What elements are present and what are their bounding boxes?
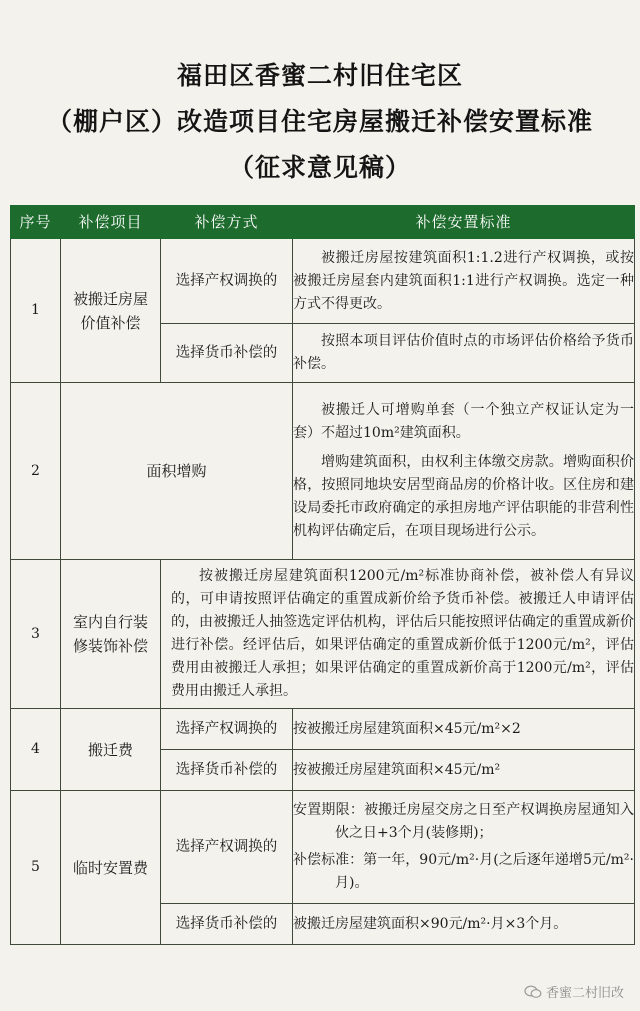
standard-paragraph: 被搬迁人可增购单套（一个独立产权证认定为一套）不超过10m²建筑面积。 [293,402,634,441]
standard-cell: 被搬迁房屋建筑面积×90元/m²·月×3个月。 [293,904,635,945]
table-header-row [11,206,635,239]
header-method: 补偿方式 [161,206,293,239]
watermark [524,982,624,1001]
standard-paragraph: 安置期限：被搬迁房屋交房之日至产权调换房屋通知入伙之日+3个月(装修期)； [293,802,634,841]
table-row [11,383,635,560]
title-line-2: （棚户区）改造项目住宅房屋搬迁补偿安置标准 [46,107,593,136]
method-cell: 选择货币补偿的 [161,324,293,383]
standard-cell: 被搬迁房屋按建筑面积1:1.2进行产权调换，或按被搬迁房屋套内建筑面积1:1进行产权调换。选定一种方式不得更改。 [293,239,635,324]
standard-cell [293,791,635,904]
standard-paragraph: 增购建筑面积，由权利主体缴交房款。增购面积价格，按照同地块安居型商品房的价格计收。区住房和建设局委托市政府确定的承担房地产评估职能的非营利性机构评估确定后，在项目现场进行公示。 [293,454,634,539]
method-cell: 选择产权调换的 [161,239,293,324]
table-row [11,239,635,324]
row-item: 面积增购 [61,383,293,560]
method-cell: 选择产权调换的 [161,709,293,750]
row-number: 5 [11,791,61,945]
header-seq: 序号 [11,206,61,239]
standard-cell: 按被搬迁房屋建筑面积×45元/m² [293,750,635,791]
row-item: 室内自行装修装饰补偿 [61,560,161,709]
row-number: 1 [11,239,61,383]
title-line-1: 福田区香蜜二村旧住宅区 [176,61,463,90]
standard-cell [293,383,635,560]
standard-cell: 按被搬迁房屋建筑面积1200元/m²标准协商补偿，被补偿人有异议的，可申请按照评估确定的重置成新价给予货币补偿。被搬迁人申请评估的，由被搬迁人抽签选定评估机构，评估后只能按照评估确定的重置成新价进行补偿。经评估后，如果评估确定的重置成新价低于1200元/m²，评估费用由被搬迁人承担；如果评估确定的重置成新价高于1200元/m²，评估费用由搬迁人承担。 [161,560,635,709]
header-standard: 补偿安置标准 [293,206,635,239]
row-item: 搬迁费 [61,709,161,791]
row-item: 被搬迁房屋价值补偿 [61,239,161,383]
standard-paragraph: 补偿标准：第一年，90元/m²·月(之后逐年递增5元/m²·月)。 [293,852,634,891]
row-number: 3 [11,560,61,709]
table-row [11,791,635,904]
table-row [11,709,635,750]
method-cell: 选择产权调换的 [161,791,293,904]
row-item: 临时安置费 [61,791,161,945]
standard-cell: 按照本项目评估价值时点的市场评估价格给予货币补偿。 [293,324,635,383]
header-item: 补偿项目 [61,206,161,239]
row-number: 4 [11,709,61,791]
title-line-3: （征求意见稿） [228,153,411,182]
row-number: 2 [11,383,61,560]
method-cell: 选择货币补偿的 [161,904,293,945]
method-cell: 选择货币补偿的 [161,750,293,791]
standard-cell: 按被搬迁房屋建筑面积×45元/m²×2 [293,709,635,750]
wechat-icon [524,985,542,999]
compensation-table [10,205,635,945]
watermark-text: 香蜜二村旧改 [545,986,624,1001]
table-row [11,560,635,709]
